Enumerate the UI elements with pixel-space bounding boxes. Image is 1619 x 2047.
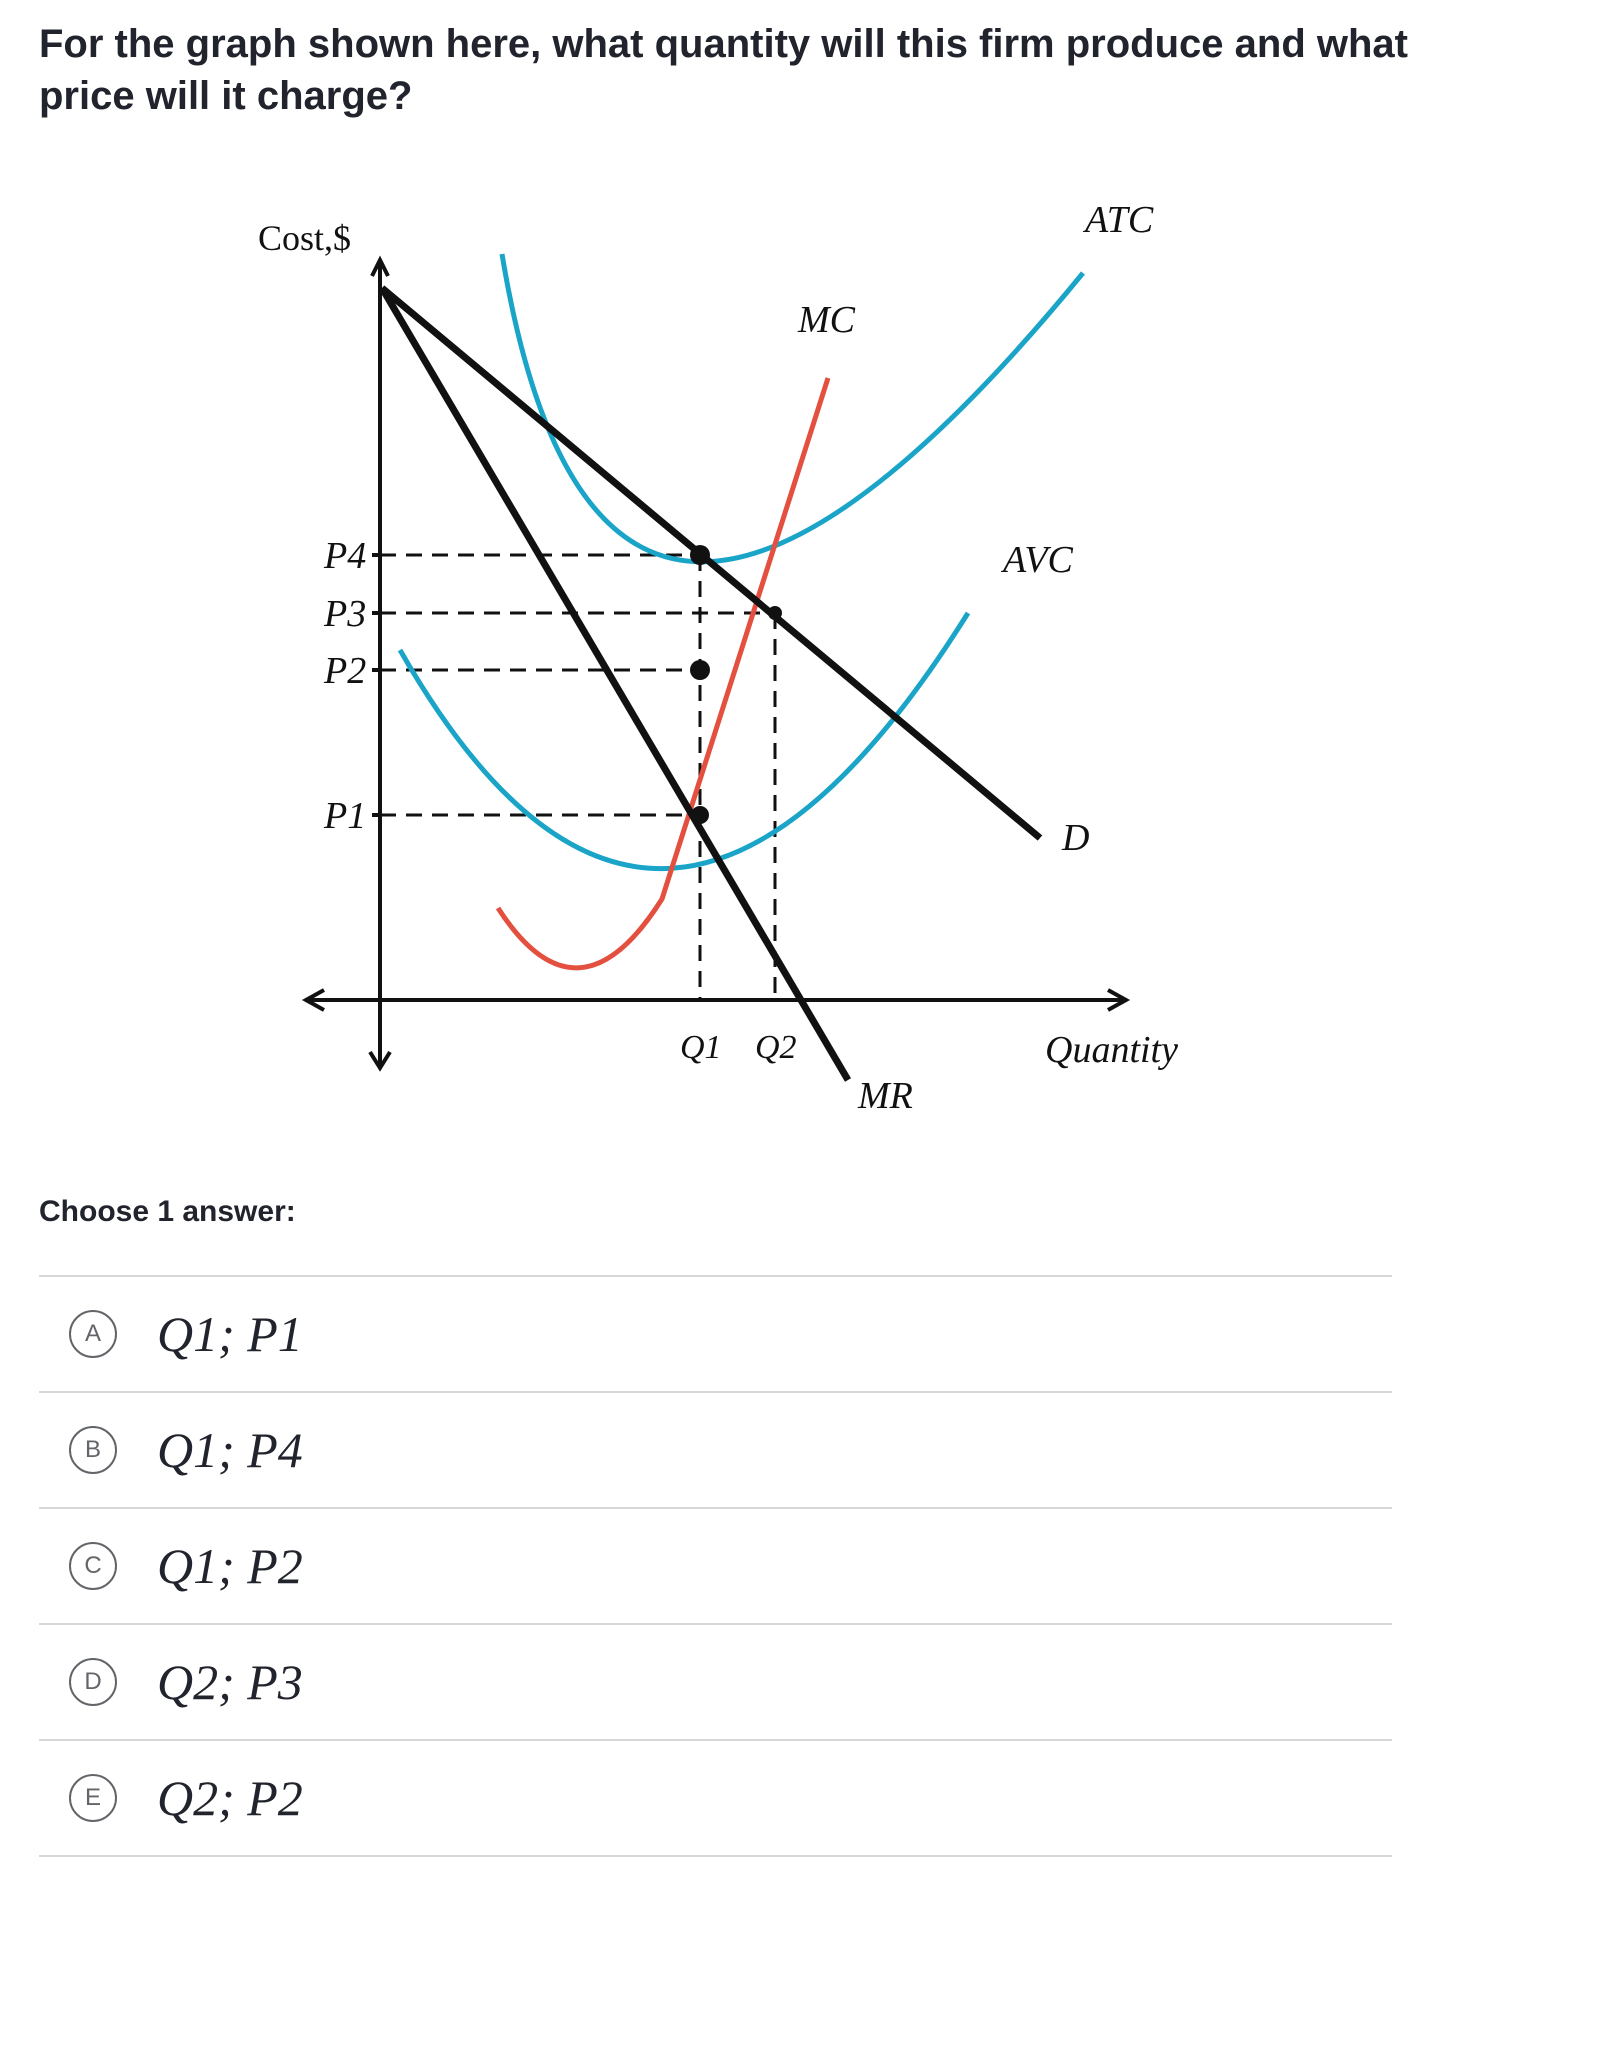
choice-e-text: Q2; P2 (157, 1770, 303, 1826)
choice-a[interactable] (39, 1277, 1392, 1393)
demand-curve (382, 288, 1040, 838)
label-p3: P3 (324, 593, 367, 635)
choice-c-text: Q1; P2 (157, 1538, 303, 1594)
choice-a-radio[interactable]: A (69, 1310, 117, 1358)
choice-e-radio[interactable]: E (69, 1774, 117, 1822)
label-mr: MR (858, 1075, 913, 1117)
choice-b-radio[interactable]: B (69, 1426, 117, 1474)
choice-d-text: Q2; P3 (157, 1654, 303, 1710)
atc-curve (502, 254, 1083, 562)
choice-e[interactable] (39, 1741, 1392, 1857)
point-mc-mr (691, 806, 709, 824)
label-q2: Q2 (755, 1029, 797, 1066)
label-quantity: Quantity (1045, 1029, 1178, 1071)
choice-c-radio[interactable]: C (69, 1542, 117, 1590)
label-q1: Q1 (680, 1029, 722, 1066)
point-mc-demand (768, 606, 782, 620)
label-mc: MC (798, 299, 855, 341)
axes (306, 260, 1126, 1068)
choice-c[interactable] (39, 1509, 1392, 1625)
point-atc-q1 (690, 660, 710, 680)
mc-curve (498, 378, 828, 968)
point-demand-q1 (690, 545, 710, 565)
label-p2: P2 (324, 650, 367, 692)
choice-b-text: Q1; P4 (157, 1422, 303, 1478)
mr-curve (382, 288, 848, 1080)
label-atc: ATC (1085, 199, 1154, 241)
choice-d[interactable] (39, 1625, 1392, 1741)
label-p4: P4 (324, 535, 367, 577)
label-cost: Cost,$ (258, 218, 352, 258)
label-avc: AVC (1003, 539, 1073, 581)
cost-curves-graph (0, 180, 1300, 1140)
question-text: For the graph shown here, what quantity will this firm produce and what price will it charge? (39, 22, 1408, 118)
answer-choices (39, 1275, 1392, 1857)
choose-prompt: Choose 1 answer: (39, 1195, 296, 1228)
choice-b[interactable] (39, 1393, 1392, 1509)
label-d: D (1062, 817, 1090, 859)
choice-d-radio[interactable]: D (69, 1658, 117, 1706)
label-p1: P1 (324, 795, 367, 837)
choice-a-text: Q1; P1 (157, 1306, 303, 1362)
